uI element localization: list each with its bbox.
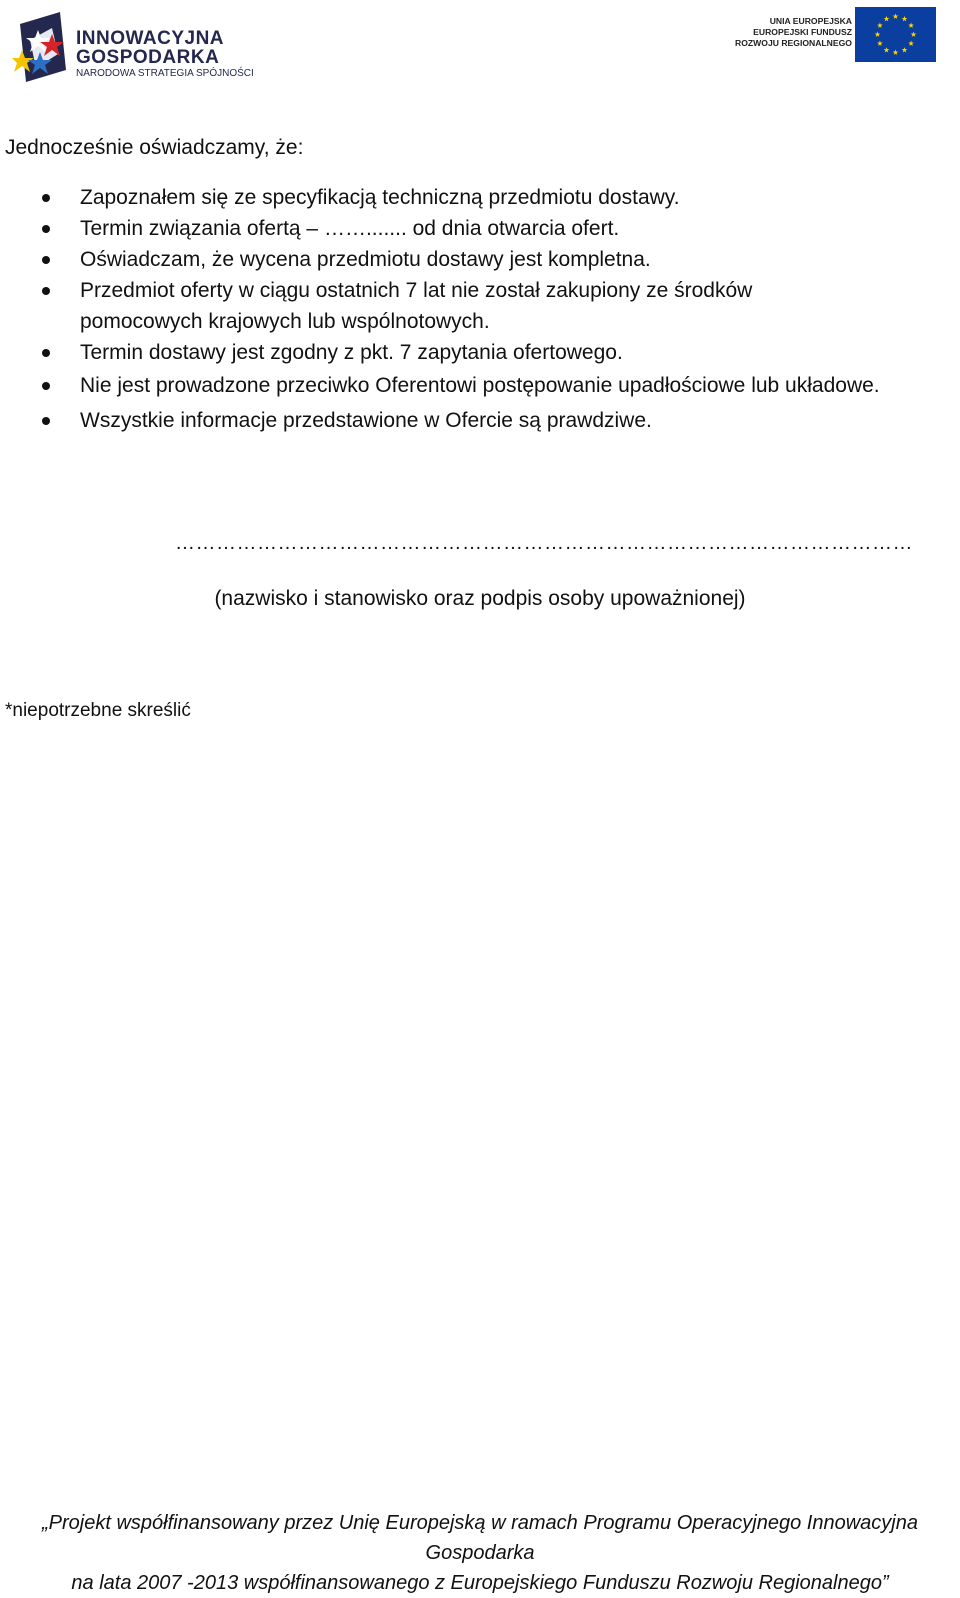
declarations-list — [0, 182, 960, 436]
list-item — [0, 275, 840, 337]
logo-subtitle: NARODOWA STRATEGIA SPÓJNOŚCI — [76, 68, 254, 79]
footnote: *niepotrzebne skreślić — [5, 700, 191, 721]
intro-text: Jednocześnie oświadczamy, że: — [5, 136, 304, 159]
logo-title-line1: INNOWACYJNA — [76, 28, 225, 49]
list-item — [0, 182, 960, 213]
list-item — [0, 213, 960, 244]
list-item — [0, 368, 952, 403]
list-item-text: Zapoznałem się ze specyfikacją techniczną przedmiotu dostawy. — [80, 186, 680, 209]
signature-dots: ……………………………………………………………………………………………… — [175, 532, 913, 554]
logo-title-line2: GOSPODARKA — [76, 47, 220, 68]
list-item — [0, 244, 960, 275]
bullet-icon — [42, 225, 50, 233]
eu-flag-icon — [855, 7, 936, 62]
bullet-icon — [42, 417, 50, 425]
eu-logo-text — [735, 16, 852, 49]
bullet-icon — [42, 256, 50, 264]
eu-logo-line2: EUROPEJSKI FUNDUSZ — [753, 27, 852, 37]
footer-line1: „Projekt współfinansowany przez Unię Europejską w ramach Programu Operacyjnego Innowacyjna Gospodarka — [42, 1512, 918, 1564]
bullet-icon — [42, 194, 50, 202]
eu-logo-line1: UNIA EUROPEJSKA — [769, 16, 852, 26]
list-item — [0, 405, 960, 436]
list-item-text: Wszystkie informacje przedstawione w Ofercie są prawdziwe. — [80, 409, 652, 432]
list-item-text: Termin związania ofertą – ……....... od dnia otwarcia ofert. — [80, 217, 620, 240]
list-item-text: Termin dostawy jest zgodny z pkt. 7 zapytania ofertowego. — [80, 341, 623, 364]
list-item-text: Przedmiot oferty w ciągu ostatnich 7 lat nie został zakupiony ze środków pomocowych krajowych lub wspólnotowych. — [80, 279, 753, 333]
eu-logo-line3: ROZWOJU REGIONALNEGO — [735, 38, 852, 48]
bullet-icon — [42, 382, 50, 390]
bullet-icon — [42, 287, 50, 295]
signature-caption: (nazwisko i stanowisko oraz podpis osoby upoważnionej) — [214, 587, 746, 610]
list-item-text: Nie jest prowadzone przeciwko Oferentowi postępowanie upadłościowe lub układowe. — [80, 374, 880, 397]
list-item-text: Oświadczam, że wycena przedmiotu dostawy jest kompletna. — [80, 248, 651, 271]
list-item — [0, 337, 960, 368]
innowacyjna-gospodarka-logo — [8, 6, 254, 88]
footer-line2: na lata 2007 -2013 współfinansowanego z Europejskiego Funduszu Rozwoju Regionalnego” — [71, 1572, 889, 1594]
page-footer — [0, 1508, 960, 1598]
eu-logo — [728, 4, 940, 64]
bullet-icon — [42, 349, 50, 357]
innowacyjna-gospodarka-logo-icon — [12, 10, 74, 86]
